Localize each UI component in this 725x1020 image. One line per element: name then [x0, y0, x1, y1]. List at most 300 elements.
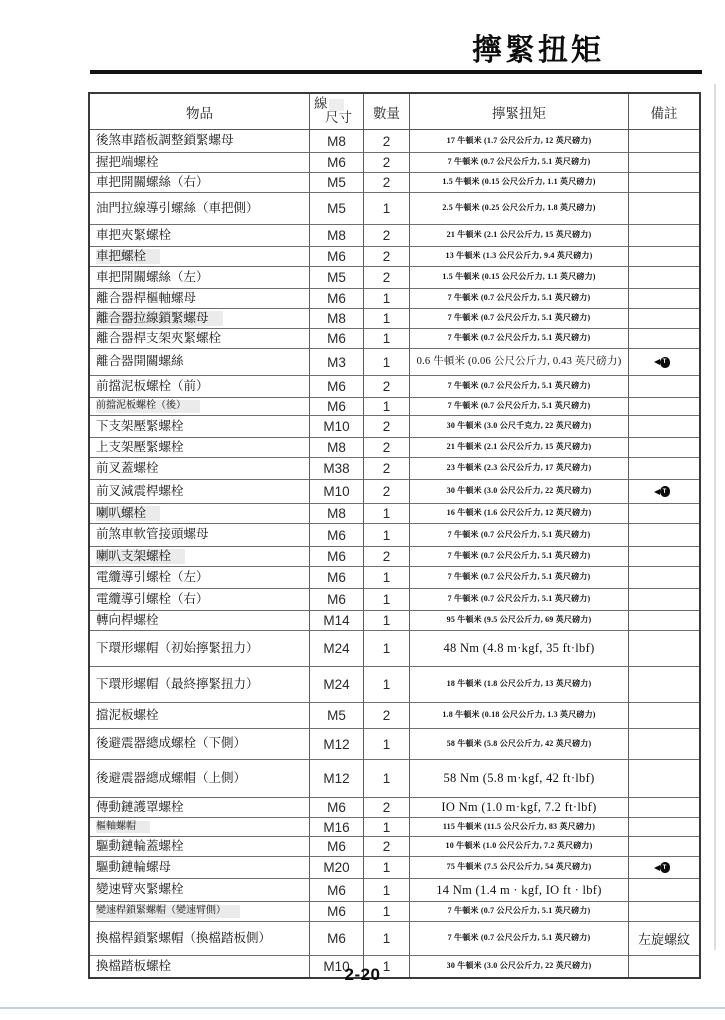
- item-cell: [90, 289, 309, 308]
- torque-cell: [409, 247, 628, 266]
- header-item: 物品: [186, 105, 213, 121]
- torque-cell: [409, 458, 628, 479]
- remark-cell: [628, 416, 699, 437]
- item-cell: [90, 567, 309, 588]
- thread-size-cell: [309, 567, 363, 588]
- torque-cell: [409, 480, 628, 503]
- remark-cell: [628, 438, 699, 457]
- item-label: 油門拉線導引螺絲（車把側）: [96, 200, 259, 215]
- torque-cell: [409, 760, 628, 797]
- item-cell: [90, 193, 309, 224]
- table-row: [90, 479, 699, 503]
- thread-locker-icon-letter: T: [662, 864, 667, 871]
- item-cell: [90, 922, 309, 955]
- item-label: 電纜導引螺栓（右）: [96, 591, 209, 606]
- table-row: [90, 375, 699, 397]
- thread-size-cell: [309, 349, 363, 375]
- quantity-cell: [363, 567, 409, 588]
- remark-cell: [628, 902, 699, 921]
- item-cell: [90, 130, 309, 152]
- item-cell: [90, 547, 309, 566]
- torque-value: 21 牛頓米 (2.1 公尺公斤力, 15 英尺磅力): [446, 442, 592, 452]
- torque-cell: [409, 416, 628, 437]
- quantity-cell: [363, 329, 409, 348]
- quantity-cell: [363, 504, 409, 523]
- table-row: [90, 817, 699, 836]
- torque-value: 95 牛頓米 (9.5 公尺公斤力, 69 英尺磅力): [446, 615, 592, 625]
- remark-cell: [628, 879, 699, 901]
- remark-cell: [628, 760, 699, 797]
- thread-size-cell: [309, 267, 363, 288]
- torque-value: 7 牛頓米 (0.7 公尺公斤力, 5.1 英尺磅力): [447, 381, 591, 391]
- thread-size-cell: [309, 153, 363, 172]
- remark-cell: [628, 247, 699, 266]
- thread-size-value: M6: [327, 800, 346, 815]
- thread-size-value: M6: [327, 592, 346, 607]
- remark-cell: [628, 631, 699, 666]
- item-label: 換檔踏板螺栓: [96, 958, 172, 973]
- remark-cell: [628, 130, 699, 152]
- item-label: 下支架壓緊螺栓: [96, 418, 184, 433]
- torque-value: 16 牛頓米 (1.6 公尺公斤力, 12 英尺磅力): [446, 508, 592, 518]
- torque-value: 115 牛頓米 (11.5 公尺公斤力, 83 英尺磅力): [442, 821, 596, 831]
- torque-value: 7 牛頓米 (0.7 公尺公斤力, 5.1 英尺磅力): [447, 293, 591, 303]
- table-header-row: [90, 94, 699, 130]
- table-row: [90, 397, 699, 415]
- thread-size-cell: [309, 173, 363, 192]
- item-label: 車把螺栓: [96, 248, 147, 263]
- quantity-value: 2: [382, 155, 391, 170]
- quantity-value: 2: [382, 708, 391, 723]
- remark-cell: [628, 703, 699, 728]
- quantity-value: 1: [382, 860, 391, 875]
- quantity-value: 1: [382, 331, 391, 346]
- item-cell: [90, 837, 309, 856]
- quantity-cell: [363, 458, 409, 479]
- torque-cell: [409, 798, 628, 817]
- quantity-value: 2: [382, 419, 391, 434]
- remark-cell: [628, 153, 699, 172]
- torque-value: 30 牛頓米 (3.0 公尺千克力, 22 英尺磅力): [446, 421, 592, 431]
- remark-cell: [628, 458, 699, 479]
- torque-value: 7 牛頓米 (0.7 公尺公斤力, 5.1 英尺磅力): [447, 157, 591, 167]
- quantity-cell: [363, 416, 409, 437]
- page-number: 2-20: [344, 965, 381, 984]
- remark-cell: [628, 567, 699, 588]
- torque-value: 18 牛頓米 (1.8 公尺公斤力, 13 英尺磅力): [446, 679, 592, 689]
- table-row: [90, 610, 699, 630]
- remark-text: 左旋螺紋: [637, 932, 690, 947]
- quantity-value: 1: [382, 882, 391, 898]
- table-row: [90, 921, 699, 955]
- table-row: [90, 588, 699, 610]
- torque-cell: [409, 267, 628, 288]
- item-label: 樞軸螺帽: [96, 820, 136, 832]
- thread-size-value: M6: [327, 882, 346, 898]
- torque-value: 7 牛頓米 (0.7 公尺公斤力, 5.1 英尺磅力): [447, 401, 591, 411]
- torque-value: 2.5 牛頓米 (0.25 公尺公斤力, 1.8 英尺磅力): [442, 203, 596, 213]
- item-cell: [90, 416, 309, 437]
- torque-cell: [409, 130, 628, 152]
- item-label: 前叉減震桿螺栓: [96, 483, 184, 498]
- item-cell: [90, 398, 309, 415]
- table-row: [90, 836, 699, 856]
- quantity-value: 1: [382, 904, 391, 919]
- torque-cell: [409, 329, 628, 348]
- table-row: [90, 546, 699, 566]
- thread-size-cell: [309, 376, 363, 397]
- torque-cell: [409, 857, 628, 878]
- scan-edge-artifact-bottom: [0, 1007, 725, 1009]
- quantity-cell: [363, 267, 409, 288]
- quantity-value: 1: [382, 399, 391, 414]
- thread-size-cell: [309, 798, 363, 817]
- quantity-cell: [363, 524, 409, 546]
- thread-size-cell: [309, 729, 363, 759]
- quantity-cell: [363, 438, 409, 457]
- item-cell: [90, 480, 309, 503]
- thread-size-cell: [309, 631, 363, 666]
- thread-size-cell: [309, 416, 363, 437]
- thread-size-value: M5: [327, 270, 346, 285]
- item-label: 變速臂夾緊螺栓: [96, 882, 184, 897]
- quantity-value: 1: [382, 736, 391, 752]
- torque-value: 17 牛頓米 (1.7 公尺公斤力, 12 英尺磅力): [446, 135, 592, 145]
- remark-cell: [628, 173, 699, 192]
- item-label: 前擋泥板螺栓（前）: [96, 378, 209, 393]
- quantity-cell: [363, 173, 409, 192]
- header-torque: 擰緊扭矩: [409, 94, 628, 129]
- table-row: [90, 566, 699, 588]
- thread-size-cell: [309, 309, 363, 328]
- item-cell: [90, 267, 309, 288]
- torque-cell: [409, 173, 628, 192]
- thread-size-value: M20: [323, 860, 350, 875]
- quantity-value: 1: [382, 354, 391, 370]
- quantity-cell: [363, 589, 409, 610]
- quantity-value: 2: [382, 440, 391, 455]
- torque-cell: [409, 349, 628, 375]
- item-label: 擋泥板螺栓: [96, 707, 159, 722]
- torque-value: 7 牛頓米 (0.7 公尺公斤力, 5.1 英尺磅力): [447, 906, 591, 916]
- torque-cell: [409, 589, 628, 610]
- torque-value: 1.5 牛頓米 (0.15 公尺公斤力, 1.1 英尺磅力): [442, 272, 596, 282]
- table-row: [90, 266, 699, 288]
- item-label: 下環形螺帽（最終擰緊扭力）: [96, 676, 259, 691]
- torque-value: 30 牛頓米 (3.0 公尺公斤力, 22 英尺磅力): [446, 961, 592, 971]
- torque-value: 75 牛頓米 (7.5 公尺公斤力, 54 英尺磅力): [446, 862, 592, 872]
- remark-cell: [628, 349, 699, 375]
- table-row: [90, 308, 699, 328]
- quantity-cell: [363, 729, 409, 759]
- thread-size-cell: [309, 703, 363, 728]
- remark-cell: [628, 193, 699, 224]
- remark-cell: [628, 524, 699, 546]
- remark-cell: [628, 329, 699, 348]
- quantity-cell: [363, 289, 409, 308]
- thread-size-cell: [309, 458, 363, 479]
- thread-size-value: M5: [327, 708, 346, 723]
- remark-cell: [628, 309, 699, 328]
- quantity-cell: [363, 857, 409, 878]
- item-cell: [90, 589, 309, 610]
- thread-size-value: M12: [323, 771, 350, 786]
- torque-value: 7 牛頓米 (0.7 公尺公斤力, 5.1 英尺磅力): [447, 529, 591, 539]
- item-cell: [90, 857, 309, 878]
- torque-cell: [409, 376, 628, 397]
- torque-cell: [409, 504, 628, 523]
- quantity-cell: [363, 309, 409, 328]
- thread-size-cell: [309, 837, 363, 856]
- table-row: [90, 437, 699, 457]
- thread-size-cell: [309, 524, 363, 546]
- torque-cell: [409, 818, 628, 836]
- item-label: 驅動鏈輪蓋螺栓: [96, 838, 184, 853]
- thread-size-value: M24: [323, 641, 350, 656]
- thread-size-cell: [309, 438, 363, 457]
- torque-value: IO Nm (1.0 m·kgf, 7.2 ft·lbf): [441, 800, 597, 815]
- quantity-cell: [363, 760, 409, 797]
- item-cell: [90, 729, 309, 759]
- item-cell: [90, 631, 309, 666]
- torque-value: 58 Nm (5.8 m·kgf, 42 ft·lbf): [443, 771, 595, 786]
- thread-size-value: M38: [323, 461, 350, 476]
- table-row: [90, 523, 699, 546]
- table-row: [90, 666, 699, 702]
- table-row: [90, 630, 699, 666]
- remark-cell: [628, 225, 699, 246]
- quantity-cell: [363, 247, 409, 266]
- thread-size-cell: [309, 247, 363, 266]
- quantity-cell: [363, 193, 409, 224]
- quantity-cell: [363, 922, 409, 955]
- torque-cell: [409, 225, 628, 246]
- page-title: 擰緊扭矩: [472, 34, 604, 67]
- torque-value: 23 牛頓米 (2.3 公尺公斤力, 17 英尺磅力): [446, 463, 592, 473]
- table-row: [90, 152, 699, 172]
- quantity-cell: [363, 667, 409, 702]
- quantity-cell: [363, 818, 409, 836]
- torque-value: 58 牛頓米 (5.8 公尺公斤力, 42 英尺磅力): [446, 738, 592, 748]
- thread-size-cell: [309, 547, 363, 566]
- remark-cell: [628, 798, 699, 817]
- item-label: 離合器拉線鎖緊螺母: [96, 310, 209, 325]
- quantity-value: 1: [382, 771, 391, 786]
- quantity-value: 1: [382, 677, 391, 692]
- thread-size-cell: [309, 611, 363, 630]
- torque-value: 48 Nm (4.8 m·kgf, 35 ft·lbf): [443, 641, 595, 656]
- thread-size-value: M6: [327, 331, 346, 346]
- quantity-cell: [363, 703, 409, 728]
- torque-value: 14 Nm (1.4 m · kgf, IO ft · lbf): [436, 882, 602, 897]
- header-rule: [90, 70, 702, 74]
- item-cell: [90, 458, 309, 479]
- item-label: 離合器桿樞軸螺母: [96, 290, 197, 305]
- item-label: 離合器開關螺絲: [96, 354, 184, 369]
- torque-value: 30 牛頓米 (3.0 公尺公斤力, 22 英尺磅力): [446, 486, 592, 496]
- torque-cell: [409, 438, 628, 457]
- torque-value: 7 牛頓米 (0.7 公尺公斤力, 5.1 英尺磅力): [447, 594, 591, 604]
- item-label: 上支架壓緊螺栓: [96, 439, 184, 454]
- quantity-value: 1: [382, 959, 391, 974]
- item-label: 變速桿鎖緊螺帽（變速臂側）: [96, 905, 226, 917]
- quantity-value: 2: [382, 270, 391, 285]
- table-row: [90, 457, 699, 479]
- table-row: [90, 224, 699, 246]
- torque-cell: [409, 193, 628, 224]
- remark-cell: [628, 267, 699, 288]
- quantity-value: 1: [382, 506, 391, 521]
- item-cell: [90, 376, 309, 397]
- table-row: [90, 759, 699, 797]
- remark-cell: [628, 837, 699, 856]
- thread-size-value: M16: [323, 819, 350, 835]
- thread-locker-icon-letter: T: [662, 359, 667, 365]
- quantity-value: 1: [382, 613, 391, 628]
- thread-size-value: M12: [323, 736, 350, 752]
- remark-cell: [628, 611, 699, 630]
- table-row: [90, 192, 699, 224]
- item-label: 車把開關螺絲（左）: [96, 269, 209, 284]
- thread-size-cell: [309, 879, 363, 901]
- item-label: 前叉蓋螺栓: [96, 460, 159, 475]
- item-cell: [90, 247, 309, 266]
- header-thread-size: 線 尺寸: [309, 94, 363, 129]
- item-label: 前煞車軟管接頭螺母: [96, 527, 209, 542]
- item-cell: [90, 349, 309, 375]
- thread-size-value: M3: [327, 354, 346, 370]
- thread-size-value: M8: [327, 440, 346, 455]
- remark-cell: [628, 376, 699, 397]
- quantity-cell: [363, 225, 409, 246]
- table-row: [90, 878, 699, 901]
- item-label: 車把夾緊螺栓: [96, 227, 172, 242]
- torque-table-body: [90, 130, 699, 977]
- torque-cell: [409, 729, 628, 759]
- quantity-value: 1: [382, 291, 391, 306]
- thread-size-value: M6: [327, 904, 346, 919]
- item-cell: [90, 798, 309, 817]
- item-cell: [90, 173, 309, 192]
- quantity-cell: [363, 902, 409, 921]
- thread-size-value: M6: [327, 155, 346, 170]
- thread-size-cell: [309, 818, 363, 836]
- thread-size-cell: [309, 504, 363, 523]
- thread-size-cell: [309, 329, 363, 348]
- torque-cell: [409, 902, 628, 921]
- torque-spec-table: [88, 92, 701, 979]
- quantity-cell: [363, 631, 409, 666]
- torque-value: 1.5 牛頓米 (0.15 公尺公斤力, 1.1 英尺磅力): [442, 177, 596, 187]
- table-row: [90, 415, 699, 437]
- item-label: 後避震器總成螺帽（上側）: [96, 770, 247, 785]
- quantity-value: 2: [382, 228, 391, 243]
- torque-value: 7 牛頓米 (0.7 公尺公斤力, 5.1 英尺磅力): [447, 313, 591, 323]
- thread-size-cell: [309, 130, 363, 152]
- torque-value: 7 牛頓米 (0.7 公尺公斤力, 5.1 英尺磅力): [447, 572, 591, 582]
- thread-size-value: M6: [327, 839, 346, 854]
- torque-cell: [409, 153, 628, 172]
- thread-locker-icon: [659, 357, 670, 368]
- table-row: [90, 130, 699, 152]
- quantity-value: 2: [382, 839, 391, 854]
- thread-size-cell: [309, 760, 363, 797]
- item-label: 喇叭螺栓: [96, 505, 147, 520]
- item-label: 傳動鏈護罩螺栓: [96, 799, 184, 814]
- item-cell: [90, 818, 309, 836]
- thread-size-cell: [309, 398, 363, 415]
- thread-size-cell: [309, 589, 363, 610]
- thread-size-value: M6: [327, 570, 346, 585]
- thread-size-cell: [309, 225, 363, 246]
- quantity-cell: [363, 798, 409, 817]
- torque-cell: [409, 309, 628, 328]
- thread-size-value: M10: [323, 484, 350, 499]
- thread-size-value: M5: [327, 175, 346, 190]
- quantity-value: 1: [382, 641, 391, 656]
- thread-locker-icon: [659, 486, 670, 497]
- table-row: [90, 728, 699, 759]
- quantity-value: 1: [382, 201, 391, 216]
- torque-cell: [409, 567, 628, 588]
- thread-size-cell: [309, 480, 363, 503]
- thread-size-cell: [309, 922, 363, 955]
- thread-size-value: M5: [327, 201, 346, 216]
- item-label: 換檔桿鎖緊螺帽（換檔踏板側）: [96, 930, 272, 945]
- table-row: [90, 901, 699, 921]
- quantity-cell: [363, 611, 409, 630]
- item-cell: [90, 524, 309, 546]
- quantity-cell: [363, 349, 409, 375]
- quantity-cell: [363, 153, 409, 172]
- torque-cell: [409, 667, 628, 702]
- torque-value: 7 牛頓米 (0.7 公尺公斤力, 5.1 英尺磅力): [447, 333, 591, 343]
- torque-cell: [409, 703, 628, 728]
- table-row: [90, 856, 699, 878]
- table-row: [90, 246, 699, 266]
- thread-size-cell: [309, 193, 363, 224]
- quantity-value: 2: [382, 175, 391, 190]
- quantity-value: 2: [382, 484, 391, 499]
- thread-size-value: M14: [323, 613, 350, 628]
- torque-cell: [409, 879, 628, 901]
- item-label: 離合器桿支架夾緊螺栓: [96, 330, 222, 345]
- torque-cell: [409, 547, 628, 566]
- remark-cell: [628, 729, 699, 759]
- table-row: [90, 503, 699, 523]
- remark-cell: [628, 818, 699, 836]
- table-row: [90, 702, 699, 728]
- remark-cell: [628, 857, 699, 878]
- torque-value: 13 牛頓米 (1.3 公尺公斤力, 9.4 英尺磅力): [445, 251, 593, 261]
- thread-size-value: M10: [323, 959, 350, 974]
- torque-value: 21 牛頓米 (2.1 公尺公斤力, 15 英尺磅力): [446, 230, 592, 240]
- thread-size-cell: [309, 289, 363, 308]
- item-label: 握把端螺栓: [96, 154, 159, 169]
- item-label: 後避震器總成螺栓（下側）: [96, 736, 247, 751]
- thread-size-value: M6: [327, 527, 346, 543]
- remark-cell: [628, 289, 699, 308]
- thread-size-value: M8: [327, 506, 346, 521]
- thread-size-value: M6: [327, 249, 346, 264]
- remark-cell: [628, 480, 699, 503]
- item-cell: [90, 225, 309, 246]
- thread-size-cell: [309, 667, 363, 702]
- thread-size-value: M8: [327, 133, 346, 149]
- quantity-cell: [363, 398, 409, 415]
- quantity-value: 2: [382, 549, 391, 564]
- item-label: 轉向桿螺栓: [96, 612, 159, 627]
